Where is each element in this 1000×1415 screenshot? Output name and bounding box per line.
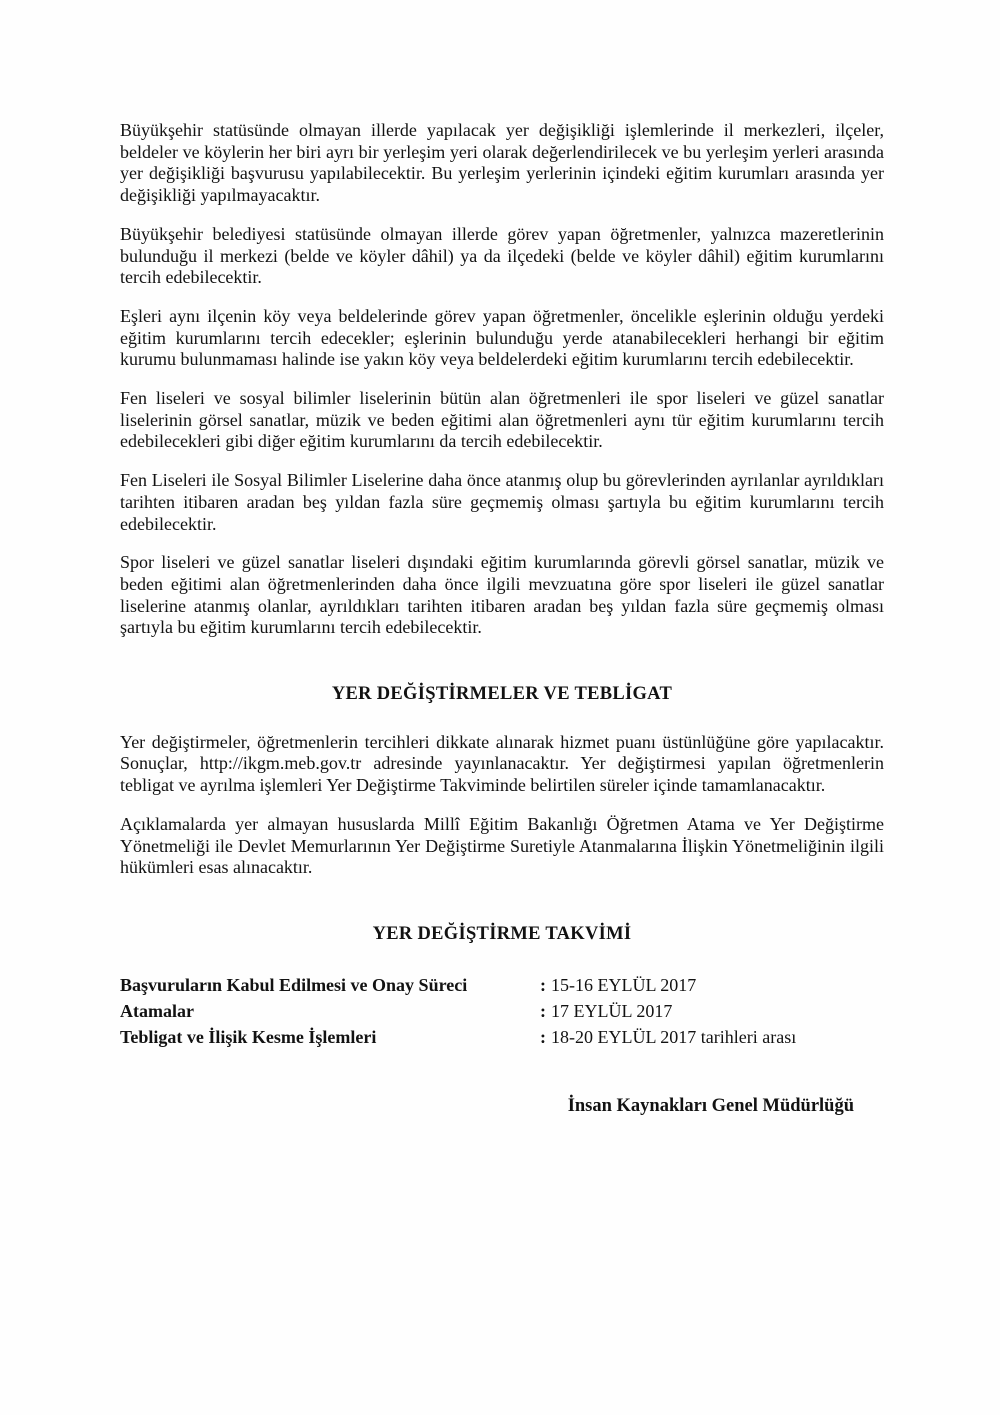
schedule-value <box>540 972 884 998</box>
colon-separator: : <box>540 1000 546 1021</box>
paragraph-spor-liseleri: Spor liseleri ve güzel sanatlar liseleri dışındaki eğitim kurumlarında görevli görsel sanatlar, müzik ve beden eğitimi alan öğretmenlerinden daha önce ilgili mevzuatına göre spor liseleri ile güzel sanatlar liselerine atanmış olanlar, ayrıldıkları tarihten itibaren aradan beş yıldan fazla süre geçmemiş olması şartıyla bu eğitim kurumlarını tercih edebilecektir. <box>120 552 884 638</box>
colon-separator: : <box>540 974 546 995</box>
schedule-label: Atamalar <box>120 1000 194 1021</box>
signature-line: İnsan Kaynakları Genel Müdürlüğü <box>567 1095 854 1116</box>
section-heading-takvim: YER DEĞİŞTİRME TAKVİMİ <box>372 923 632 944</box>
paragraph-yer-degistirmeler: Yer değiştirmeler, öğretmenlerin tercihleri dikkate alınarak hizmet puanı üstünlüğüne göre yapılacaktır. Sonuçlar, http://ikgm.meb.gov.tr adresinde yayınlanacaktır. Yer değiştirmesi yapılan öğretmenlerin tebligat ve ayrılma işlemleri Yer Değiştirme Takviminde belirtilen süreler içinde tamamlanacaktır. <box>120 731 884 796</box>
paragraph-fen-liseleri-atanmis: Fen Liseleri ile Sosyal Bilimler Liselerine daha önce atanmış olup bu görevlerinden ayrılanlar ayrıldıkları tarihten itibaren aradan beş yıldan fazla süre geçmemiş olması şartıyla bu eğitim kurumlarını tercih edebilecektir. <box>120 470 884 534</box>
schedule-table <box>120 972 884 1050</box>
schedule-value <box>540 998 884 1024</box>
paragraph-buyuksehir-belediyesi: Büyükşehir belediyesi statüsünde olmayan illerde görev yapan öğretmenler, yalnızca mazeretlerinin bulunduğu il merkezi (belde ve köyler dâhil) ya da ilçedeki (belde ve köyler dâhil) eğitim kurumlarını tercih edebilecektir. <box>120 223 884 288</box>
paragraph-fen-liseleri-alan: Fen liseleri ve sosyal bilimler liselerinin bütün alan öğretmenleri ile spor liseleri ve güzel sanatlar liselerinin görsel sanatlar, müzik ve beden eğitimi alan öğretmenleri aynı tür eğitim kurumlarını tercih edebilecekleri gibi diğer eğitim kurumlarını da tercih edebilecektir. <box>120 388 884 452</box>
schedule-row-basvuru <box>120 972 884 998</box>
paragraph-esler: Eşleri aynı ilçenin köy veya beldelerinde görev yapan öğretmenler, öncelikle eşlerinin olduğu yerdeki eğitim kurumlarını tercih edecekler; eşlerinin bulunduğu yerde atanabilecekleri herhangi bir eğitim kurumu bulunmaması halinde ise yakın köy veya beldelerdeki eğitim kurumlarını tercih edebilecektir. <box>120 305 884 370</box>
colon-separator: : <box>540 1026 546 1047</box>
schedule-label: Başvuruların Kabul Edilmesi ve Onay Süreci <box>120 974 468 995</box>
schedule-value <box>540 1024 884 1050</box>
schedule-row-tebligat <box>120 1024 884 1050</box>
schedule-row-atamalar <box>120 998 884 1024</box>
section-heading-tebligat: YER DEĞİŞTİRMELER VE TEBLİGAT <box>331 684 673 705</box>
schedule-label: Tebligat ve İlişik Kesme İşlemleri <box>120 1026 377 1047</box>
schedule-date: 15-16 EYLÜL 2017 <box>551 974 697 995</box>
paragraph-aciklamalar: Açıklamalarda yer almayan hususlarda Millî Eğitim Bakanlığı Öğretmen Atama ve Yer Değiştirme Yönetmeliği ile Devlet Memurlarının Yer Değiştirme Suretiyle Atanmalarına İlişkin Yönetmeliğinin ilgili hükümleri esas alınacaktır. <box>120 813 884 878</box>
schedule-date: 17 EYLÜL 2017 <box>551 1000 673 1021</box>
schedule-date: 18-20 EYLÜL 2017 tarihleri arası <box>551 1026 797 1047</box>
paragraph-buyuksehir-statusu: Büyükşehir statüsünde olmayan illerde yapılacak yer değişikliği işlemlerinde il merkezleri, ilçeler, beldeler ve köylerin her biri ayrı bir yerleşim yeri olarak değerlendirilecek ve bu yerleşim yerleri arasında yer değişikliği başvurusu yapılabilecektir. Bu yerleşim yerlerinin içindeki eğitim kurumları arasında yer değişikliği yapılmayacaktır. <box>120 120 884 206</box>
